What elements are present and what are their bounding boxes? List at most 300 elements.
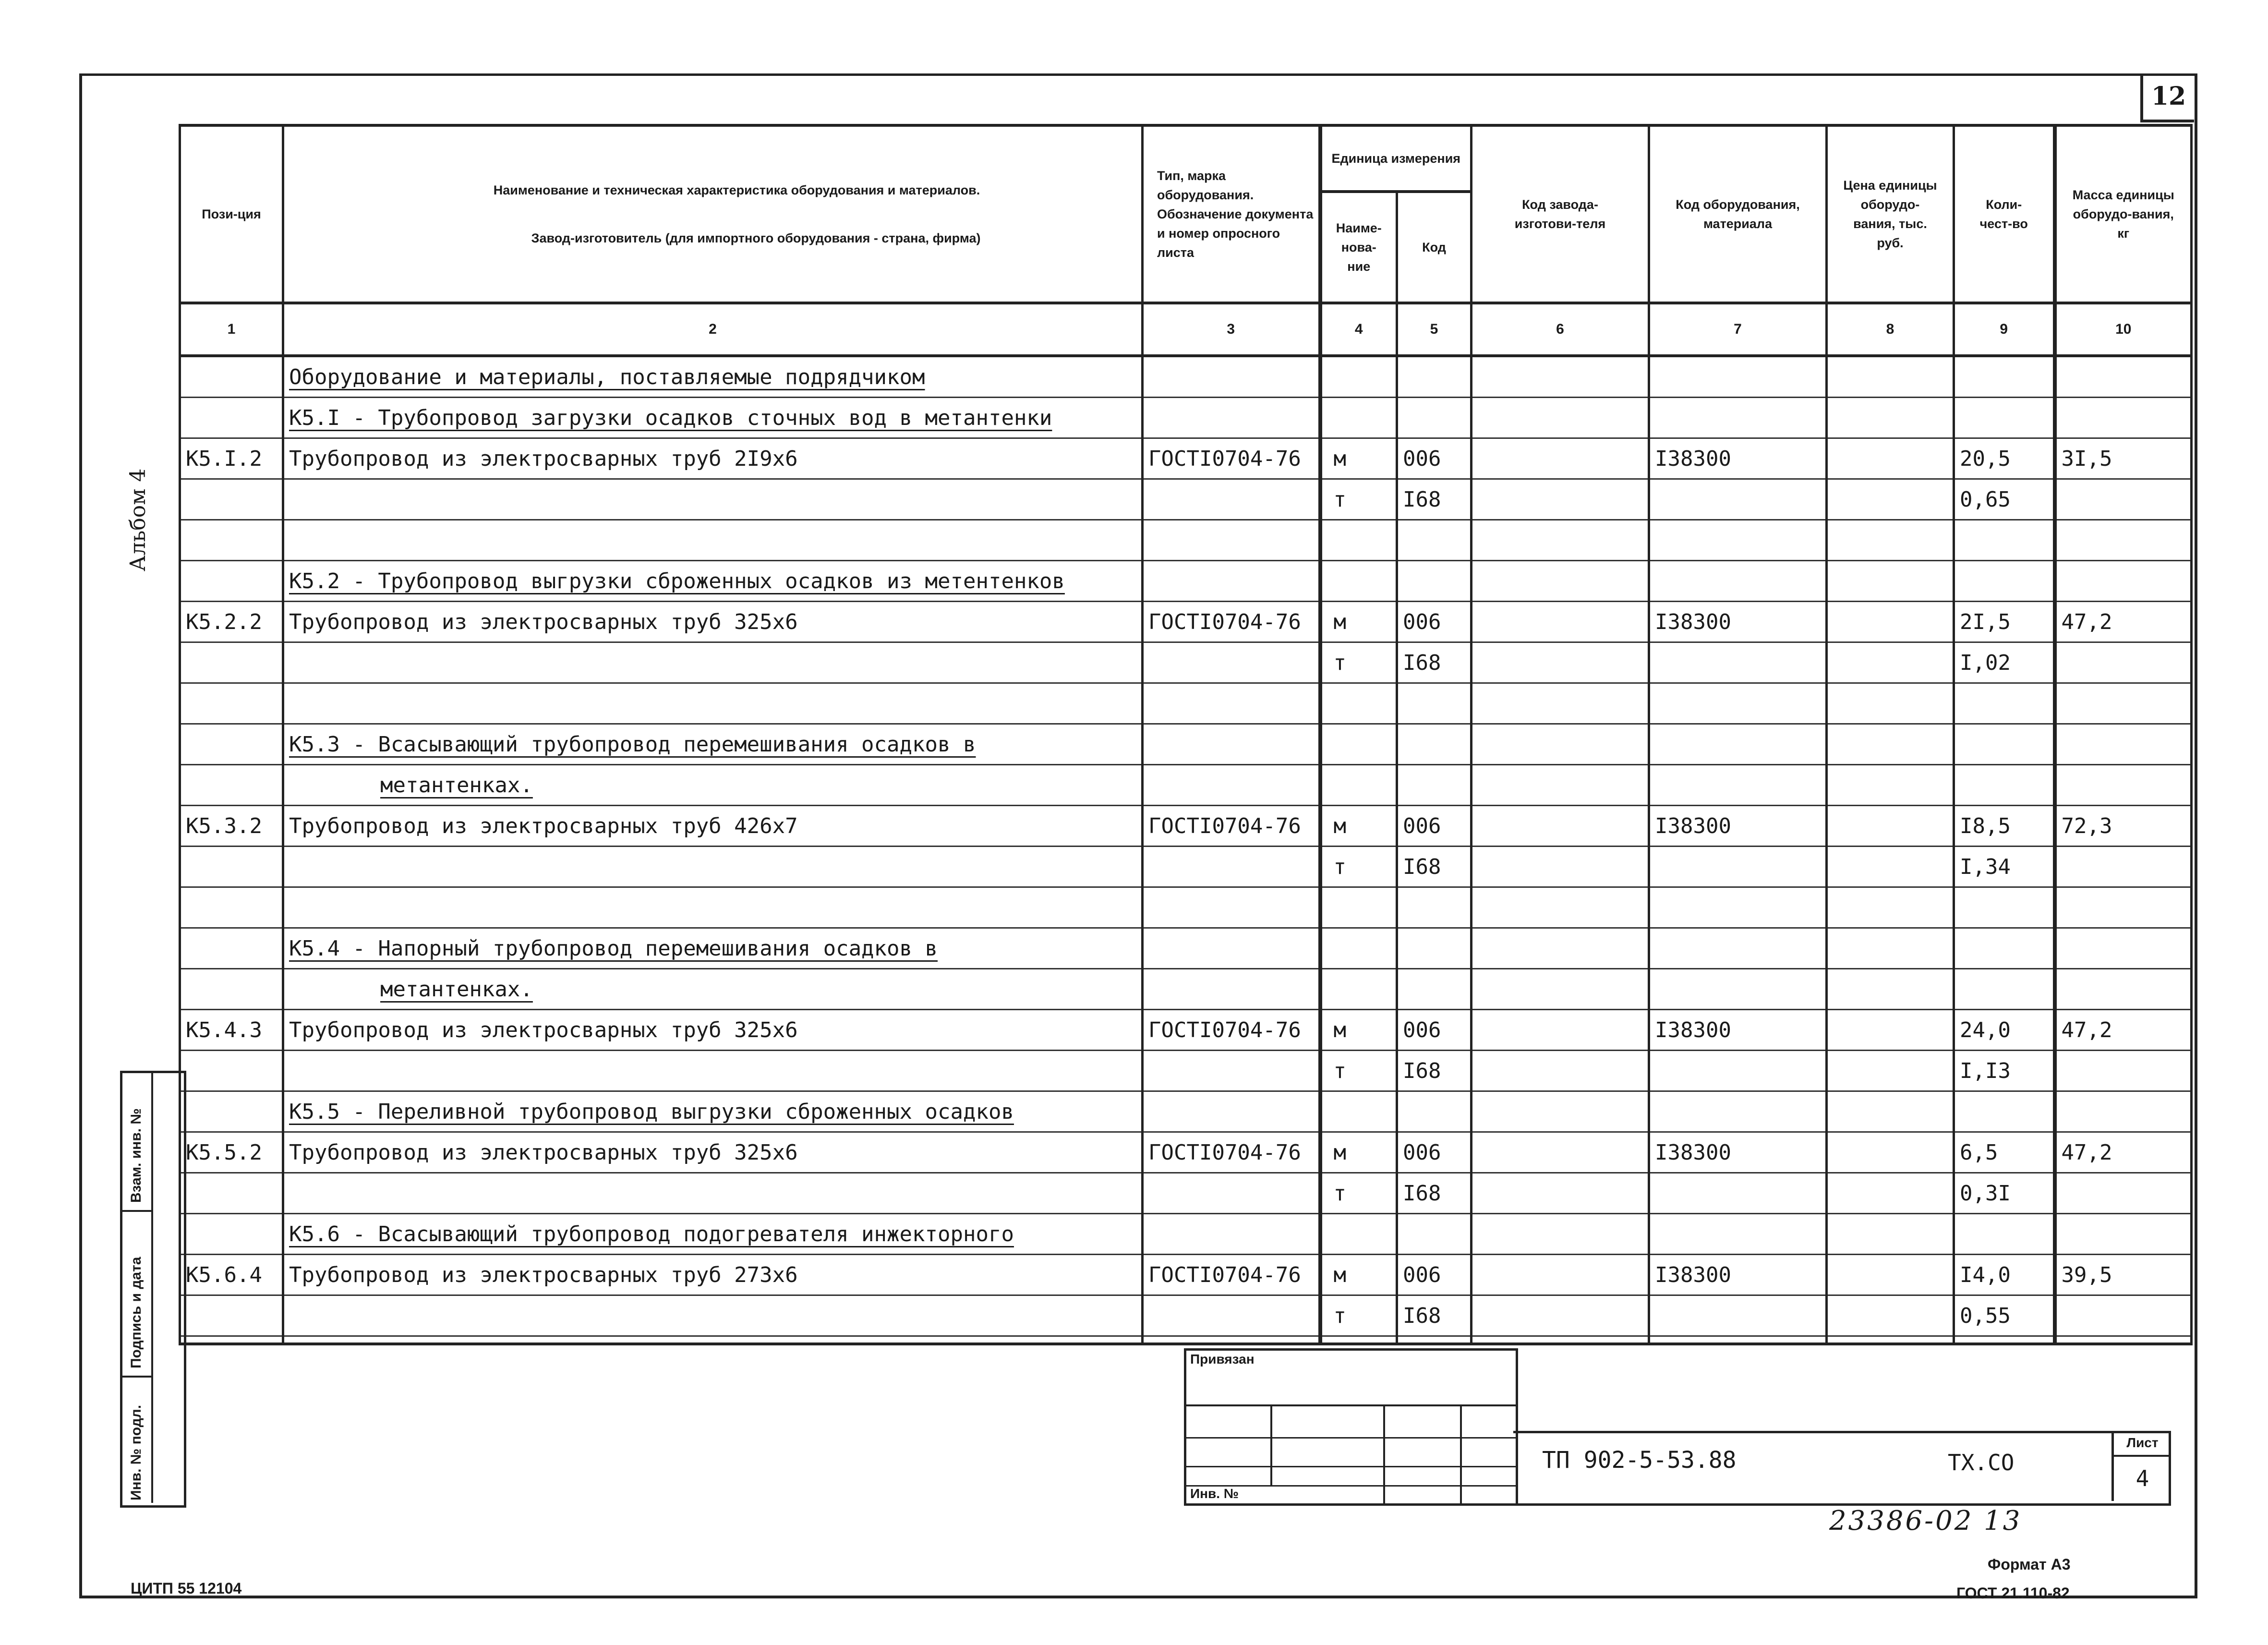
cell-quantity <box>1954 683 2055 724</box>
cell-quantity: 0,55 <box>1954 1295 2055 1336</box>
table-row <box>180 724 2192 765</box>
sheet-label: Лист <box>2114 1431 2171 1457</box>
binding-rule <box>1186 1404 1516 1406</box>
table-row <box>180 642 2192 683</box>
cell-mass: 47,2 <box>2055 1132 2192 1173</box>
cell-plant-code <box>1472 1255 1649 1295</box>
cell-mass <box>2055 724 2192 765</box>
cell-document: ГОСТI0704-76 <box>1143 438 1320 479</box>
col-header-price: Цена единицы оборудо-вания, тыс. руб. <box>1827 125 1954 303</box>
col-number: 8 <box>1827 303 1954 356</box>
sheet-value: 4 <box>2135 1465 2149 1491</box>
cell-material-code <box>1649 642 1827 683</box>
col-number: 1 <box>180 303 283 356</box>
col-number: 5 <box>1397 303 1472 356</box>
cell-price <box>1827 602 1954 642</box>
cell-quantity <box>1954 765 2055 806</box>
table-row <box>180 765 2192 806</box>
cell-quantity <box>1954 724 2055 765</box>
table-row <box>180 356 2192 398</box>
cell-unit <box>1320 928 1397 969</box>
cell-mass <box>2055 969 2192 1010</box>
cell-name: метантенках. <box>283 765 1143 806</box>
cell-mass <box>2055 847 2192 887</box>
cell-price <box>1827 398 1954 438</box>
table-row <box>180 1173 2192 1214</box>
cell-document <box>1143 765 1320 806</box>
cell-name: К5.I - Трубопровод загрузки осадков сточных вод в метантенки <box>283 398 1143 438</box>
cell-name <box>283 642 1143 683</box>
cell-position <box>180 683 283 724</box>
cell-unit: м <box>1320 602 1397 642</box>
cell-document <box>1143 928 1320 969</box>
cell-plant-code <box>1472 847 1649 887</box>
cell-position <box>180 765 283 806</box>
cell-name <box>283 887 1143 928</box>
cell-unit-code: 006 <box>1397 438 1472 479</box>
table-row <box>180 683 2192 724</box>
document-code: ТХ.СО <box>1948 1450 2015 1476</box>
cell-quantity: 6,5 <box>1954 1132 2055 1173</box>
cell-plant-code <box>1472 398 1649 438</box>
table-row <box>180 1214 2192 1255</box>
cell-quantity: I8,5 <box>1954 806 2055 847</box>
cell-unit: т <box>1320 479 1397 520</box>
cell-name: К5.4 - Напорный трубопровод перемешивания осадков в <box>283 928 1143 969</box>
cell-document <box>1143 398 1320 438</box>
cell-price <box>1827 520 1954 561</box>
col-number: 9 <box>1954 303 2055 356</box>
cell-material-code <box>1649 683 1827 724</box>
cell-unit-code: I68 <box>1397 1051 1472 1091</box>
table-row <box>180 1091 2192 1132</box>
table-row <box>180 806 2192 847</box>
cell-plant-code <box>1472 1010 1649 1051</box>
cell-plant-code <box>1472 969 1649 1010</box>
cell-unit <box>1320 765 1397 806</box>
table-row <box>180 928 2192 969</box>
cell-mass: 47,2 <box>2055 602 2192 642</box>
binding-label: Привязан <box>1190 1352 1255 1367</box>
cell-plant-code <box>1472 561 1649 602</box>
cell-unit-code <box>1397 398 1472 438</box>
cell-mass <box>2055 356 2192 398</box>
cell-position: К5.I.2 <box>180 438 283 479</box>
cell-plant-code <box>1472 602 1649 642</box>
cell-position <box>180 1173 283 1214</box>
cell-empty <box>1954 1336 2055 1344</box>
cell-name: Трубопровод из электросварных труб 273х6 <box>283 1255 1143 1295</box>
cell-quantity <box>1954 969 2055 1010</box>
cell-empty <box>1143 1336 1320 1344</box>
cell-plant-code <box>1472 479 1649 520</box>
cell-document <box>1143 479 1320 520</box>
cell-position <box>180 1295 283 1336</box>
cell-unit-code: 006 <box>1397 1010 1472 1051</box>
cell-position: К5.4.3 <box>180 1010 283 1051</box>
cell-position: К5.2.2 <box>180 602 283 642</box>
cell-price <box>1827 847 1954 887</box>
cell-empty <box>1472 1336 1649 1344</box>
cell-document: ГОСТI0704-76 <box>1143 806 1320 847</box>
cell-price <box>1827 969 1954 1010</box>
cell-mass <box>2055 1173 2192 1214</box>
cell-position <box>180 969 283 1010</box>
cell-unit-code: I68 <box>1397 479 1472 520</box>
cell-quantity <box>1954 887 2055 928</box>
cell-name: К5.2 - Трубопровод выгрузки сброженных осадков из метентенков <box>283 561 1143 602</box>
cell-empty <box>283 1336 1143 1344</box>
cell-price <box>1827 765 1954 806</box>
cell-material-code: I38300 <box>1649 438 1827 479</box>
cell-unit <box>1320 398 1397 438</box>
cell-mass <box>2055 1091 2192 1132</box>
cell-quantity: I,34 <box>1954 847 2055 887</box>
binding-rule <box>1460 1404 1462 1503</box>
cell-plant-code <box>1472 1051 1649 1091</box>
cell-name <box>283 520 1143 561</box>
cell-plant-code <box>1472 928 1649 969</box>
cell-material-code <box>1649 1214 1827 1255</box>
cell-name: Оборудование и материалы, поставляемые подрядчиком <box>283 356 1143 398</box>
cell-plant-code <box>1472 642 1649 683</box>
cell-unit-code: I68 <box>1397 847 1472 887</box>
cell-name <box>283 1295 1143 1336</box>
handwritten-registration-number: 23386-02 13 <box>1829 1505 2022 1536</box>
col-number: 10 <box>2055 303 2192 356</box>
binding-rule <box>1270 1404 1272 1486</box>
col-header-position: Пози-ция <box>180 125 283 303</box>
cell-unit-code <box>1397 683 1472 724</box>
cell-unit-code: I68 <box>1397 642 1472 683</box>
cell-material-code <box>1649 765 1827 806</box>
cell-unit: т <box>1320 642 1397 683</box>
cell-document: ГОСТI0704-76 <box>1143 1010 1320 1051</box>
cell-empty <box>180 1336 283 1344</box>
cell-position <box>180 928 283 969</box>
cell-document <box>1143 683 1320 724</box>
cell-plant-code <box>1472 724 1649 765</box>
cell-unit <box>1320 969 1397 1010</box>
cell-material-code <box>1649 356 1827 398</box>
cell-position <box>180 1214 283 1255</box>
cell-quantity <box>1954 928 2055 969</box>
table-row <box>180 1051 2192 1091</box>
cell-mass <box>2055 398 2192 438</box>
cell-unit: т <box>1320 1295 1397 1336</box>
col-number: 2 <box>283 303 1143 356</box>
cell-unit-code: I68 <box>1397 1295 1472 1336</box>
cell-material-code <box>1649 928 1827 969</box>
cell-document: ГОСТI0704-76 <box>1143 602 1320 642</box>
cell-document <box>1143 1295 1320 1336</box>
cell-material-code <box>1649 398 1827 438</box>
binding-rule <box>1383 1404 1385 1503</box>
footer-left-code: ЦИТП 55 12104 <box>131 1580 242 1597</box>
cell-material-code <box>1649 1091 1827 1132</box>
cell-document <box>1143 561 1320 602</box>
cell-material-code: I38300 <box>1649 1132 1827 1173</box>
cell-unit: м <box>1320 1132 1397 1173</box>
col-header-name-line2: Завод-изготовитель (для импортного оборудования - страна, фирма) <box>531 231 981 245</box>
cell-document: ГОСТI0704-76 <box>1143 1132 1320 1173</box>
cell-price <box>1827 724 1954 765</box>
title-block <box>1513 1431 2171 1506</box>
cell-quantity: I,02 <box>1954 642 2055 683</box>
cell-material-code <box>1649 561 1827 602</box>
cell-name: метантенках. <box>283 969 1143 1010</box>
cell-document: ГОСТI0704-76 <box>1143 1255 1320 1295</box>
cell-document <box>1143 1091 1320 1132</box>
cell-mass <box>2055 887 2192 928</box>
table-row <box>180 1336 2192 1344</box>
table-row <box>180 398 2192 438</box>
cell-position: К5.5.2 <box>180 1132 283 1173</box>
cell-unit <box>1320 683 1397 724</box>
cell-material-code <box>1649 1295 1827 1336</box>
cell-mass <box>2055 642 2192 683</box>
cell-unit <box>1320 520 1397 561</box>
cell-price <box>1827 1132 1954 1173</box>
cell-document <box>1143 887 1320 928</box>
cell-material-code: I38300 <box>1649 1010 1827 1051</box>
cell-material-code: I38300 <box>1649 602 1827 642</box>
col-number: 7 <box>1649 303 1827 356</box>
cell-unit: м <box>1320 1010 1397 1051</box>
cell-position <box>180 847 283 887</box>
cell-unit-code: 006 <box>1397 806 1472 847</box>
cell-quantity: I,I3 <box>1954 1051 2055 1091</box>
col-header-mass: Масса единицы оборудо-вания, кг <box>2055 125 2192 303</box>
cell-name: Трубопровод из электросварных труб 325х6 <box>283 1132 1143 1173</box>
cell-price <box>1827 1214 1954 1255</box>
cell-quantity <box>1954 561 2055 602</box>
cell-mass <box>2055 561 2192 602</box>
cell-empty <box>1320 1336 1397 1344</box>
cell-price <box>1827 1091 1954 1132</box>
cell-mass: 47,2 <box>2055 1010 2192 1051</box>
footer-gost: ГОСТ 21.110-82 <box>1956 1585 2070 1602</box>
cell-position <box>180 479 283 520</box>
cell-unit-code <box>1397 520 1472 561</box>
specification-body <box>180 356 2192 1344</box>
sheet-box <box>2111 1431 2171 1501</box>
cell-position <box>180 356 283 398</box>
cell-position <box>180 398 283 438</box>
cell-material-code <box>1649 724 1827 765</box>
binding-rule <box>1186 1437 1516 1439</box>
col-header-plant-code: Код завода-изготови-теля <box>1472 125 1649 303</box>
cell-price <box>1827 1010 1954 1051</box>
cell-name <box>283 847 1143 887</box>
cell-name <box>283 683 1143 724</box>
col-number: 4 <box>1320 303 1397 356</box>
cell-mass <box>2055 479 2192 520</box>
binding-block <box>1184 1348 1518 1506</box>
cell-position: К5.6.4 <box>180 1255 283 1295</box>
table-row <box>180 438 2192 479</box>
table-row <box>180 520 2192 561</box>
cell-material-code: I38300 <box>1649 806 1827 847</box>
cell-unit: м <box>1320 438 1397 479</box>
cell-quantity: 24,0 <box>1954 1010 2055 1051</box>
cell-plant-code <box>1472 1295 1649 1336</box>
cell-document <box>1143 1173 1320 1214</box>
cell-quantity: I4,0 <box>1954 1255 2055 1295</box>
cell-plant-code <box>1472 806 1649 847</box>
cell-mass <box>2055 765 2192 806</box>
table-row <box>180 1295 2192 1336</box>
cell-mass <box>2055 1295 2192 1336</box>
cell-position <box>180 1051 283 1091</box>
cell-unit <box>1320 887 1397 928</box>
cell-name: К5.3 - Всасывающий трубопровод перемешивания осадков в <box>283 724 1143 765</box>
cell-plant-code <box>1472 1091 1649 1132</box>
inv-number-label: Инв. № <box>1190 1486 1239 1501</box>
cell-material-code <box>1649 847 1827 887</box>
cell-unit-code <box>1397 561 1472 602</box>
cell-name: Трубопровод из электросварных труб 2I9х6 <box>283 438 1143 479</box>
cell-material-code <box>1649 1173 1827 1214</box>
cell-unit <box>1320 561 1397 602</box>
stamp-inv-orig: Инв. № подл. <box>128 1404 144 1500</box>
cell-position <box>180 561 283 602</box>
cell-position <box>180 724 283 765</box>
cell-name <box>283 1173 1143 1214</box>
cell-material-code <box>1649 520 1827 561</box>
cell-document <box>1143 1051 1320 1091</box>
cell-unit-code: 006 <box>1397 1132 1472 1173</box>
cell-name <box>283 479 1143 520</box>
cell-document <box>1143 969 1320 1010</box>
table-row <box>180 847 2192 887</box>
col-header-name <box>283 125 1143 303</box>
cell-document <box>1143 1214 1320 1255</box>
cell-quantity: 20,5 <box>1954 438 2055 479</box>
cell-name: К5.5 - Переливной трубопровод выгрузки сброженных осадков <box>283 1091 1143 1132</box>
cell-unit-code <box>1397 765 1472 806</box>
cell-document <box>1143 520 1320 561</box>
cell-document <box>1143 724 1320 765</box>
col-header-unit-code: Код <box>1397 192 1472 303</box>
cell-unit-code: I68 <box>1397 1173 1472 1214</box>
project-code: ТП 902-5-53.88 <box>1542 1447 1737 1474</box>
col-header-type: Тип, марка оборудования. Обозначение документа и номер опросного листа <box>1143 125 1320 303</box>
cell-mass <box>2055 1214 2192 1255</box>
cell-plant-code <box>1472 1132 1649 1173</box>
cell-price <box>1827 1051 1954 1091</box>
cell-position: К5.3.2 <box>180 806 283 847</box>
table-row <box>180 887 2192 928</box>
cell-unit-code: 006 <box>1397 1255 1472 1295</box>
sheet-number: 12 <box>2140 73 2194 122</box>
col-header-unit: Единица измерения <box>1320 125 1472 192</box>
cell-price <box>1827 887 1954 928</box>
cell-unit: т <box>1320 847 1397 887</box>
side-stamp <box>120 1071 186 1508</box>
cell-price <box>1827 642 1954 683</box>
col-header-name-line1: Наименование и техническая характеристика оборудования и материалов. <box>493 183 980 197</box>
cell-plant-code <box>1472 1214 1649 1255</box>
stamp-sign-date: Подпись и дата <box>128 1257 144 1368</box>
table-row <box>180 969 2192 1010</box>
stamp-inv-replace: Взам. инв. № <box>128 1108 144 1203</box>
col-number: 3 <box>1143 303 1320 356</box>
cell-empty <box>1827 1336 1954 1344</box>
col-header-quantity: Коли-чест-во <box>1954 125 2055 303</box>
cell-price <box>1827 1173 1954 1214</box>
cell-document <box>1143 642 1320 683</box>
cell-unit-code <box>1397 887 1472 928</box>
cell-plant-code <box>1472 438 1649 479</box>
cell-price <box>1827 1255 1954 1295</box>
cell-empty <box>1397 1336 1472 1344</box>
cell-name: К5.6 - Всасывающий трубопровод подогревателя инжекторного <box>283 1214 1143 1255</box>
cell-unit-code <box>1397 928 1472 969</box>
col-number: 6 <box>1472 303 1649 356</box>
cell-unit-code: 006 <box>1397 602 1472 642</box>
cell-name: Трубопровод из электросварных труб 426х7 <box>283 806 1143 847</box>
cell-mass <box>2055 1051 2192 1091</box>
cell-quantity: 2I,5 <box>1954 602 2055 642</box>
cell-empty <box>2055 1336 2192 1344</box>
cell-unit-code <box>1397 724 1472 765</box>
cell-mass <box>2055 928 2192 969</box>
cell-unit-code <box>1397 356 1472 398</box>
cell-position <box>180 520 283 561</box>
cell-unit: т <box>1320 1173 1397 1214</box>
cell-quantity <box>1954 1091 2055 1132</box>
cell-quantity <box>1954 1214 2055 1255</box>
cell-price <box>1827 928 1954 969</box>
cell-unit <box>1320 724 1397 765</box>
cell-plant-code <box>1472 887 1649 928</box>
cell-mass <box>2055 520 2192 561</box>
table-row <box>180 1132 2192 1173</box>
cell-quantity <box>1954 520 2055 561</box>
cell-price <box>1827 438 1954 479</box>
cell-material-code <box>1649 969 1827 1010</box>
cell-price <box>1827 1295 1954 1336</box>
cell-quantity <box>1954 356 2055 398</box>
cell-price <box>1827 479 1954 520</box>
cell-material-code <box>1649 479 1827 520</box>
table-row <box>180 479 2192 520</box>
footer-format: Формат А3 <box>1988 1556 2071 1573</box>
cell-name: Трубопровод из электросварных труб 325х6 <box>283 1010 1143 1051</box>
cell-unit: т <box>1320 1051 1397 1091</box>
cell-quantity: 0,65 <box>1954 479 2055 520</box>
cell-price <box>1827 683 1954 724</box>
cell-quantity: 0,3I <box>1954 1173 2055 1214</box>
cell-material-code <box>1649 887 1827 928</box>
cell-price <box>1827 561 1954 602</box>
cell-plant-code <box>1472 356 1649 398</box>
cell-position <box>180 887 283 928</box>
col-header-unit-name: Наиме-нова-ние <box>1320 192 1397 303</box>
cell-mass: 72,3 <box>2055 806 2192 847</box>
cell-unit-code <box>1397 1214 1472 1255</box>
cell-mass: 39,5 <box>2055 1255 2192 1295</box>
cell-name: Трубопровод из электросварных труб 325х6 <box>283 602 1143 642</box>
cell-price <box>1827 356 1954 398</box>
table-row <box>180 1255 2192 1295</box>
cell-empty <box>1649 1336 1827 1344</box>
col-header-material-code: Код оборудования, материала <box>1649 125 1827 303</box>
album-label: Альбом 4 <box>126 468 150 571</box>
table-row <box>180 1010 2192 1051</box>
cell-unit-code <box>1397 1091 1472 1132</box>
